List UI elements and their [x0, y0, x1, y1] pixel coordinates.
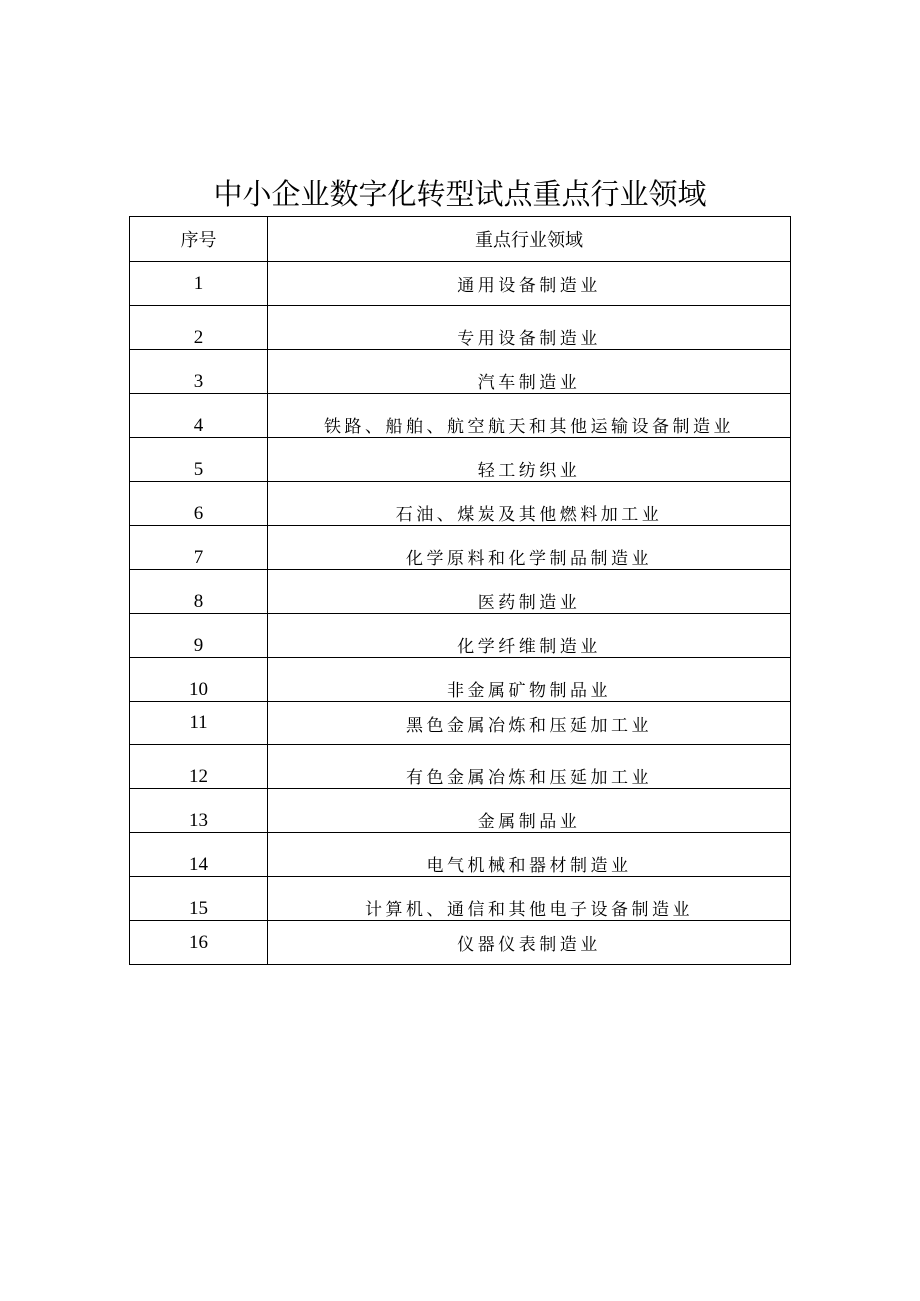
row-number: 1 [130, 262, 268, 306]
table-row [130, 482, 791, 526]
table-row [130, 921, 791, 965]
row-number: 6 [130, 482, 268, 526]
table-row [130, 702, 791, 745]
industry-field: 有色金属冶炼和压延加工业 [268, 745, 791, 789]
row-number: 10 [130, 658, 268, 702]
table-row [130, 877, 791, 921]
row-number: 12 [130, 745, 268, 789]
industry-field: 黑色金属冶炼和压延加工业 [268, 702, 791, 745]
industry-field: 仪器仪表制造业 [268, 921, 791, 965]
industry-table [129, 216, 791, 965]
industry-field: 非金属矿物制品业 [268, 658, 791, 702]
page-title: 中小企业数字化转型试点重点行业领域 [213, 177, 707, 211]
row-number: 11 [130, 702, 268, 745]
industry-field: 化学原料和化学制品制造业 [268, 526, 791, 570]
row-number: 3 [130, 350, 268, 394]
industry-field: 专用设备制造业 [268, 306, 791, 350]
industry-field: 电气机械和器材制造业 [268, 833, 791, 877]
industry-field: 金属制品业 [268, 789, 791, 833]
table-row [130, 833, 791, 877]
industry-field: 铁路、船舶、航空航天和其他运输设备制造业 [268, 394, 791, 438]
industry-field: 计算机、通信和其他电子设备制造业 [268, 877, 791, 921]
row-number: 4 [130, 394, 268, 438]
table-row [130, 350, 791, 394]
table-row [130, 789, 791, 833]
table-row [130, 658, 791, 702]
table-row [130, 745, 791, 789]
table-row [130, 614, 791, 658]
row-number: 9 [130, 614, 268, 658]
table-header-row [130, 217, 791, 262]
row-number: 5 [130, 438, 268, 482]
table-row [130, 262, 791, 306]
row-number: 15 [130, 877, 268, 921]
row-number: 2 [130, 306, 268, 350]
row-number: 13 [130, 789, 268, 833]
row-number: 7 [130, 526, 268, 570]
table-row [130, 438, 791, 482]
industry-field: 化学纤维制造业 [268, 614, 791, 658]
industry-field: 轻工纺织业 [268, 438, 791, 482]
industry-field: 汽车制造业 [268, 350, 791, 394]
row-number: 14 [130, 833, 268, 877]
table-row [130, 570, 791, 614]
industry-field: 石油、煤炭及其他燃料加工业 [268, 482, 791, 526]
industry-field: 医药制造业 [268, 570, 791, 614]
table-row [130, 394, 791, 438]
industry-field: 通用设备制造业 [268, 262, 791, 306]
row-number: 8 [130, 570, 268, 614]
row-number: 16 [130, 921, 268, 965]
table-row [130, 306, 791, 350]
column-header-number: 序号 [130, 217, 268, 262]
table-row [130, 526, 791, 570]
column-header-field: 重点行业领域 [268, 217, 791, 262]
